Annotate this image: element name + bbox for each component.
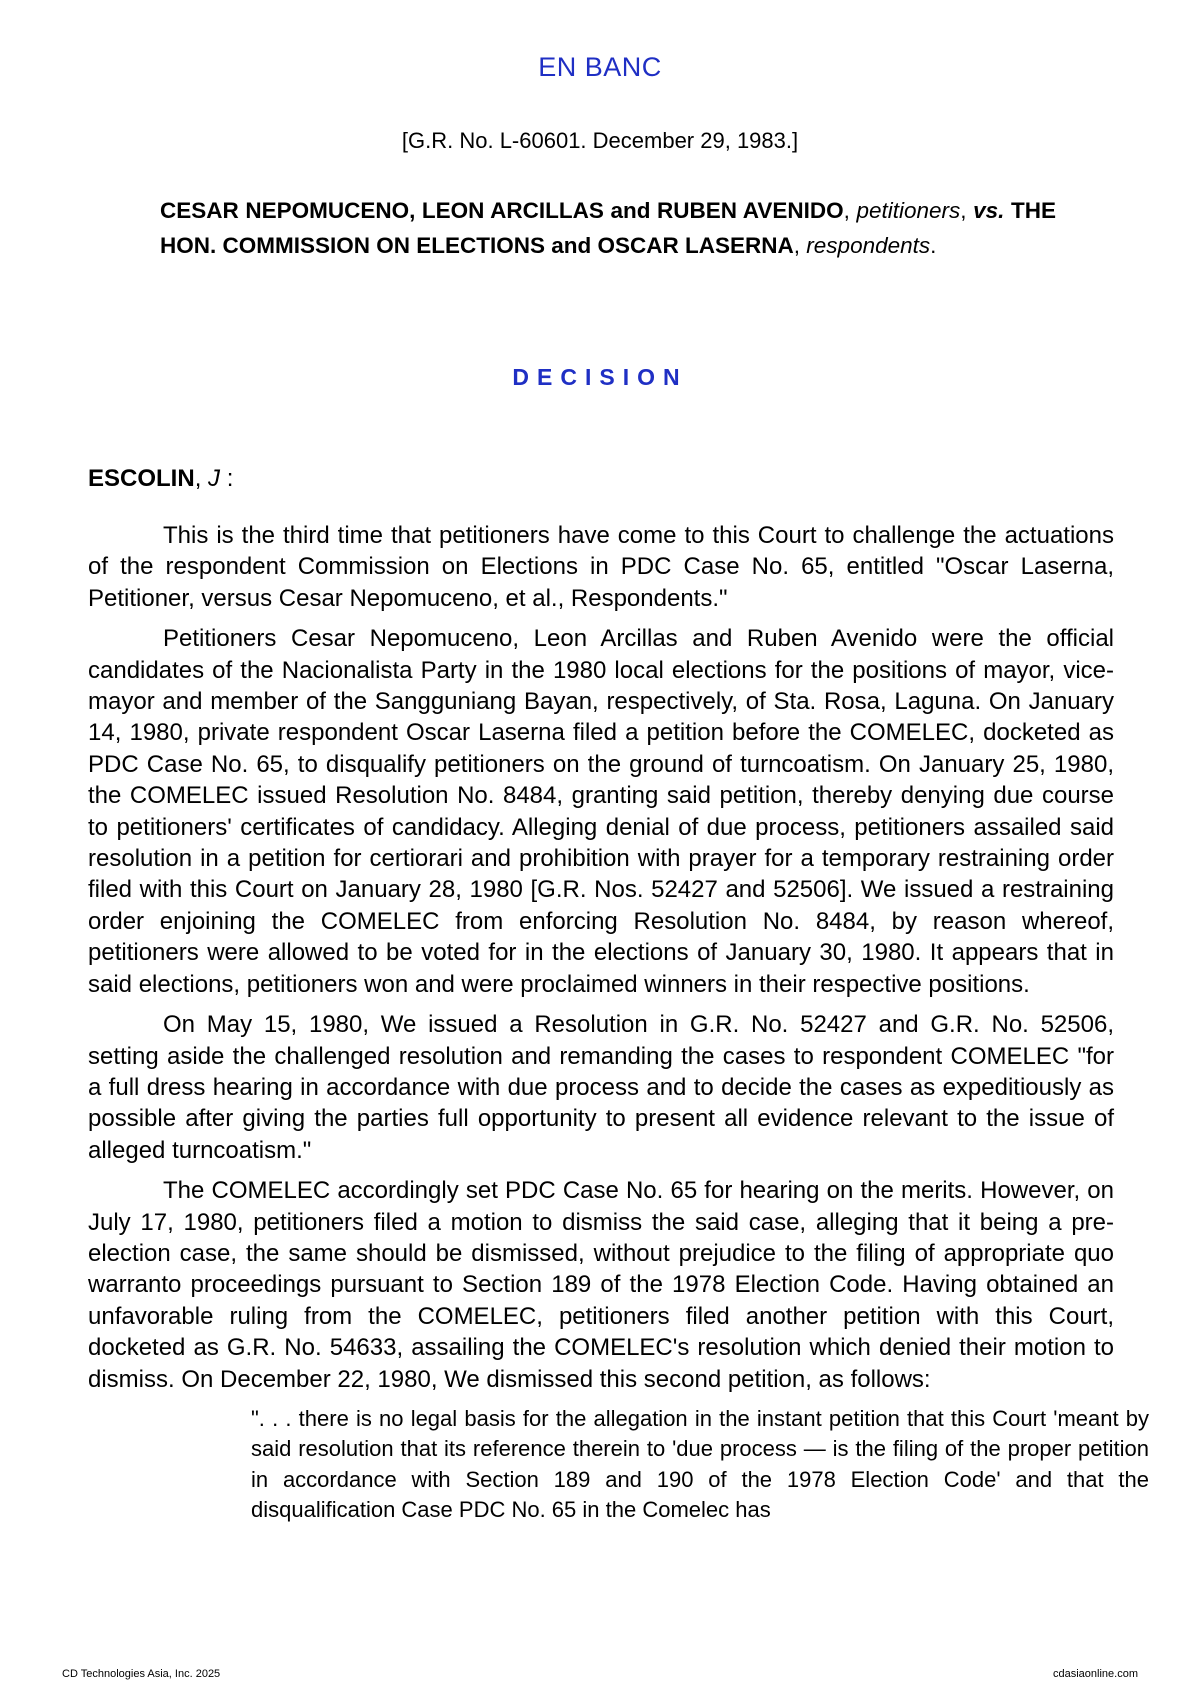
petitioners-names: CESAR NEPOMUCENO, LEON ARCILLAS and RUBEN AVENIDO xyxy=(160,198,844,223)
ponente xyxy=(88,465,233,493)
parties-separator-3: , xyxy=(793,233,807,258)
petitioners-role: petitioners xyxy=(856,198,961,223)
parties-separator-2: , xyxy=(960,198,974,223)
decision-heading: DECISION xyxy=(512,364,688,390)
versus-label: vs. xyxy=(973,198,1005,223)
respondents-names: THE HON. COMMISSION ON ELECTIONS and OSCAR LASERNA xyxy=(160,198,1056,258)
ponente-suffix: : xyxy=(220,465,234,492)
paragraph: On May 15, 1980, We issued a Resolution in G.R. No. 52427 and G.R. No. 52506, setting aside the challenged resolution and remanding the cases to respondent COMELEC "for a full dress hearing in accordance with due process and to decide the cases as expeditiously as possible after giving the parties full opportunity to present all evidence relevant to the issue of alleged turncoatism." xyxy=(88,1011,1114,1164)
ponente-separator: , xyxy=(194,465,209,492)
ponente-name: ESCOLIN xyxy=(88,465,195,492)
parties-separator-1: , xyxy=(843,198,857,223)
paragraph: The COMELEC accordingly set PDC Case No. 65 for hearing on the merits. However, on July 17, 1980, petitioners filed a motion to dismiss the said case, alleging that it being a pre-election case, the same should be dismissed, without prejudice to the filing of appropriate quo warranto proceedings pursuant to Section 189 of the 1978 Election Code. Having obtained an unfavorable ruling from the COMELEC, petitioners filed another petition with this Court, docketed as G.R. No. 54633, assailing the COMELEC's resolution which denied their motion to dismiss. On December 22, 1980, We dismissed this second petition, as follows: xyxy=(88,1177,1114,1393)
court-division-heading: EN BANC xyxy=(538,52,662,82)
ponente-title: J xyxy=(208,465,221,492)
case-number: [G.R. No. L-60601. December 29, 1983.] xyxy=(401,128,799,153)
respondents-role: respondents xyxy=(806,233,931,258)
case-parties xyxy=(160,193,1056,263)
footer-website: cdasiaonline.com xyxy=(1053,1668,1138,1680)
block-quote: ". . . there is no legal basis for the allegation in the instant petition that this Court 'meant by said resolution that its reference therein to 'due process — is the filing of the proper petition in accordance with Section 189 and 190 of the 1978 Election Code' and that the disqualification Case PDC No. 65 in the Comelec has xyxy=(251,1405,1149,1523)
paragraph: This is the third time that petitioners have come to this Court to challenge the actuations of the respondent Commission on Elections in PDC Case No. 65, entitled "Oscar Laserna, Petitioner, versus Cesar Nepomuceno, et al., Respondents." xyxy=(88,522,1114,612)
parties-end: . xyxy=(930,233,937,258)
paragraph: Petitioners Cesar Nepomuceno, Leon Arcillas and Ruben Avenido were the official candidates of the Nacionalista Party in the 1980 local elections for the positions of mayor, vice-mayor and member of the Sangguniang Bayan, respectively, of Sta. Rosa, Laguna. On January 14, 1980, private respondent Oscar Laserna filed a petition before the COMELEC, docketed as PDC Case No. 65, to disqualify petitioners on the ground of turncoatism. On January 25, 1980, the COMELEC issued Resolution No. 8484, granting said petition, thereby denying due course to petitioners' certificates of candidacy. Alleging denial of due process, petitioners assailed said resolution in a petition for certiorari and prohibition with prayer for a temporary restraining order filed with this Court on January 28, 1980 [G.R. Nos. 52427 and 52506]. We issued a restraining order enjoining the COMELEC from enforcing Resolution No. 8484, by reason whereof, petitioners were allowed to be voted for in the elections of January 30, 1980. It appears that in said elections, petitioners won and were proclaimed winners in their respective positions. xyxy=(88,625,1114,998)
footer-copyright: CD Technologies Asia, Inc. 2025 xyxy=(62,1668,221,1680)
decision-body xyxy=(88,520,1149,1526)
